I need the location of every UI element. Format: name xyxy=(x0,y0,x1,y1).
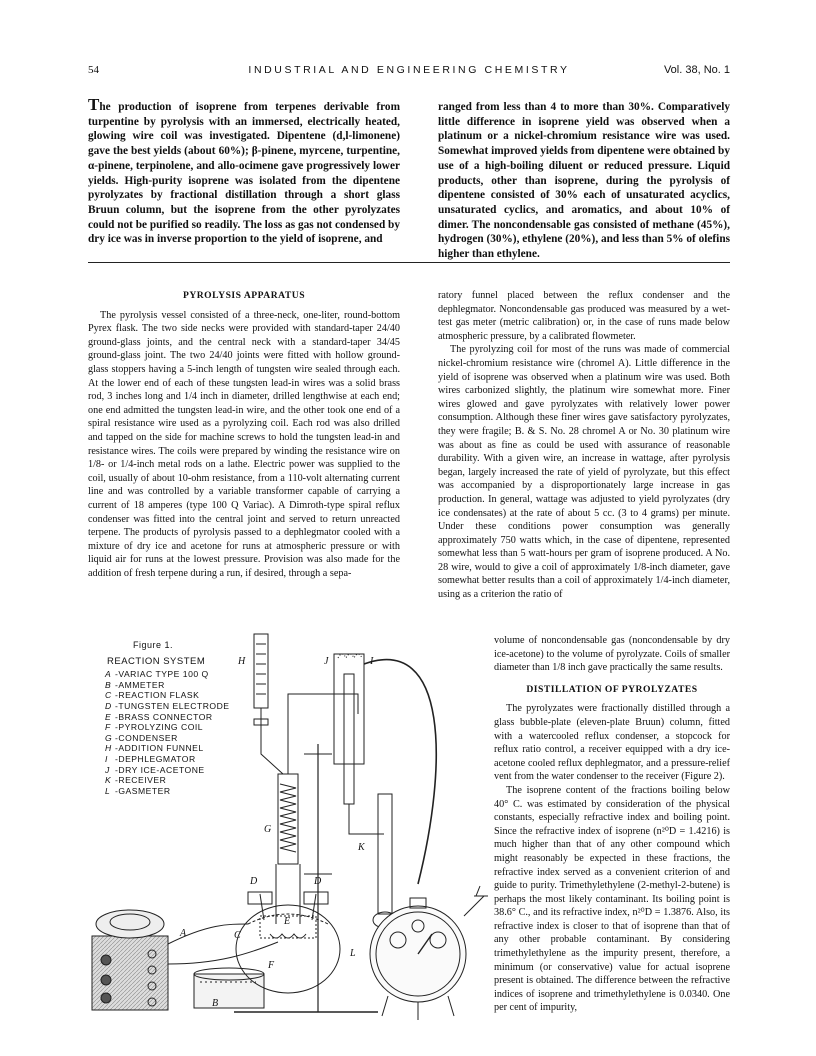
label-f: F xyxy=(268,960,275,971)
figure-subtitle: REACTION SYSTEM xyxy=(107,655,206,667)
drop-cap: T xyxy=(88,95,100,114)
label-h: H xyxy=(238,656,246,667)
legend-text: L xyxy=(105,785,111,796)
legend-text: -VARIAC TYPE 100 Q xyxy=(115,669,209,680)
legend-text: -PYROLYZING COIL xyxy=(115,722,204,733)
legend-text: -GASMETER xyxy=(115,785,171,796)
abstract-right: ranged from less than 4 to more than 30%. Comparatively little difference in isoprene yield was observed when a platinum or a nickel-chromium resistance wire was used. Somewhat improved yields from dipentene were obtained by use of a high-boiling diluent or reduced pressure. Liquid products, other than isoprene, during the pyrolysis of dipentene consisted of 30% each of unsaturated acyclics, unsaturated cyclics, and aromatics, and about 10% of dimer. The noncondensable gas consisted of methane (45%), hydrogen (30%), ethylene (20%), and less than 5% of olefins higher than ethylene. xyxy=(438,101,730,261)
legend-text: -TUNGSTEN ELECTRODE xyxy=(115,700,230,711)
legend-text: B xyxy=(105,679,112,690)
abstract-left xyxy=(88,95,400,247)
legend-text: K xyxy=(105,775,112,786)
label-b: B xyxy=(212,998,219,1009)
legend-text: -REACTION FLASK xyxy=(115,690,200,701)
paragraph: The pyrolyzates were fractionally distilled through a glass bubble-plate (eleven-plate Bruun) column, fitted with a watercooled reflux condenser, a stopcock for reflux ratio control, a receiver equipped with a dry ice-acetone cooled reflux dephlegmator, and a pressure-relief vent from the water condenser to the receiver (Figure 2). xyxy=(494,703,730,783)
page-number: 54 xyxy=(88,64,99,76)
paragraph: The pyrolyzing coil for most of the runs was made of commercial nickel-chromium resistance wire (chromel A). Little difference in the yield of isoprene was observed when a platinum wire was used. Both wires carbonized slightly, the platinum wire somewhat more. Finer wires glowed and gave pyrolyzates with relatively lower power consumption. Although these finer wires gave satisfactory pyrolyzates, they were fragile; B. & S. No. 28 chromel A or No. 30 platinum wire was about as fine as could be used with assurance of reasonable durability. With a given wire, an increase in wattage, after pyrolysis began, largely increased the rate of yield of pyrolyzate, but this effect was accompanied by a disproportionately large increase in gas production. In general, wattage was adjusted to yield pyrolyzates (dry ice condensates) at the rate of about 5 cc. (3 to 4 grams) per minute. Under these conditions power consumption was generally approximately 750 watts which, in the case of dipentene, represented somewhat less than 5 watt-hours per gram of isoprene produced. A No. 28 wire, would to give a coil of approximately 1/8-inch diameter, gave somewhat better results than a coil of approximately 1/4-inch diameter, using as a criterion the ratio of xyxy=(438,344,730,601)
page-header xyxy=(88,64,730,80)
legend-text: E xyxy=(105,711,112,722)
label-e: E xyxy=(284,916,291,927)
legend-text: -RECEIVER xyxy=(115,775,167,786)
paragraph: ratory funnel placed between the reflux condenser and the dephlegmator. Noncondensable gas produced was measured by a wet-test gas meter (metric calibration) or, in the case of runs made below atmospheric pressure, by a calibrated flowmeter. xyxy=(438,290,730,342)
section-heading-distillation: DISTILLATION OF PYROLYZATES xyxy=(526,683,698,695)
paragraph: volume of noncondensable gas (noncondensable by dry ice-acetone) to the volume of pyrolyzate. Coils of smaller diameter than 1/8 inch gave practically the same results. xyxy=(494,635,730,674)
legend-text: -ADDITION FUNNEL xyxy=(115,743,204,754)
abstract-left-text: he production of isoprene from terpenes derivable from turpentine by pyrolysis with an immersed, electrically heated, glowing wire coil was investigated. Dipentene (d,l-limonene) gave the best yields (about 60%); β-pinene, myrcene, turpentine, α-pinene, terpinolene, and allo-ocimene gave progressively lower yields. High-purity isoprene was isolated from the dipentene pyrolyzates by fractional distillation through a short glass Bruun column, but the isoprene from the other pyrolyzates could not be purified so readily. The loss as gas not condensed by dry ice was in inverse proportion to the yield of isoprene, and xyxy=(88,101,400,246)
legend-text: J xyxy=(105,764,110,775)
legend-text: -BRASS CONNECTOR xyxy=(115,711,213,722)
legend-text: -AMMETER xyxy=(115,679,165,690)
legend-text: H xyxy=(105,743,112,754)
legend-text: -DEPHLEGMATOR xyxy=(115,753,196,764)
label-d-left: D xyxy=(250,876,258,887)
section-heading-pyrolysis-apparatus: PYROLYSIS APPARATUS xyxy=(182,290,306,301)
paragraph: The isoprene content of the fractions boiling below 40° C. was estimated by consideration of the physical constants, especially refractive index and boiling point. Since the refractive index of isoprene (n²⁰D = 1.4216) is much higher than that of any other compound which might reasonably be expected in these fractions, the refractive index served as a convenient criterion of and guide to purity. Trimethylethylene (2-methyl-2-butene) is perhaps the most likely contaminant. Its boiling point is 38.6° C., and its refractive index, n²⁰D = 1.3876. Also, its refractive index is closer to that of isoprene than that of any other probable contaminant. By considering trimethylethylene as the impurity present, therefore, a minimum (or conservative) value for actual isoprene present is obtained. The difference between the refractive indices of isoprene and trimethylethylene is 0.0340. One per cent of impurity, xyxy=(494,784,730,1014)
legend-text: A xyxy=(105,669,112,680)
label-c: C xyxy=(234,930,241,941)
gasmeter-drawing xyxy=(370,886,488,1020)
figure-title: Figure 1. xyxy=(133,640,174,650)
legend-text: F xyxy=(105,722,111,733)
ammeter-drawing xyxy=(194,968,264,1008)
label-k: K xyxy=(358,842,365,853)
journal-title: INDUSTRIAL AND ENGINEERING CHEMISTRY xyxy=(248,64,570,76)
abstract-divider xyxy=(88,262,730,263)
paragraph: The pyrolysis vessel consisted of a three-neck, one-liter, round-bottom Pyrex flask. The two side necks were provided with standard-taper 24/40 ground-glass joints, and the central neck with a standard-taper 34/45 ground-glass joint. The two 24/40 joints were fitted with hollow ground-glass stoppers having a 5-inch length of tungsten wire sealed through each. At the lower end of each of these tungsten lead-in wires was a solid brass rod, 3 inches long and 1/4 inch in diameter, drilled lengthwise at each end; one end admitted the tungsten lead-in wire, and the other took one end of a spiral resistance wire used as a pyrolyzing coil. Each rod was also drilled and tapped on the side for machine screws to hold the tungsten lead-in and resistance wires. The coils were prepared by winding the resistance wire on 1/8- or 1/4-inch metal rods on a lathe. Electric power was supplied to the coil, usually of about 10-ohm resistance, from a 110-volt alternating current line and was controlled by a variable transformer capable of carrying a current of 18 amperes (type 100 Q Variac). A Dimroth-type spiral reflux condenser was fitted into the central joint and served to return unreacted terpene. The products of pyrolysis passed to a dephlegmator cooled with a mixture of dry ice and acetone for runs at atmospheric pressure or with liquid air for runs at the lowest pressure. Provision was also made for the addition of fresh terpene during a run, if desired, through a sepa- xyxy=(88,309,400,579)
label-i: I xyxy=(370,656,374,667)
receiver-drawing xyxy=(373,794,397,928)
label-l: L xyxy=(350,948,356,959)
volume-issue: Vol. 38, No. 1 xyxy=(663,64,730,76)
legend-text: -DRY ICE-ACETONE xyxy=(115,764,205,775)
label-d-right: D xyxy=(314,876,322,887)
column-right-bottom xyxy=(494,634,730,1015)
label-g: G xyxy=(264,824,272,835)
variac-drawing xyxy=(92,910,168,1010)
addition-funnel-drawing xyxy=(254,634,283,774)
label-a: A xyxy=(180,928,187,939)
legend-text: G xyxy=(105,732,113,743)
legend-text: C xyxy=(105,690,112,701)
legend-text: -CONDENSER xyxy=(115,732,178,743)
legend-text: D xyxy=(105,700,112,711)
dephlegmator-drawing xyxy=(334,654,384,834)
reaction-system-illustration xyxy=(88,624,488,1024)
label-j: J xyxy=(324,656,329,667)
column-right-top xyxy=(438,289,730,602)
legend-text: I xyxy=(105,753,108,764)
column-left xyxy=(88,289,400,580)
